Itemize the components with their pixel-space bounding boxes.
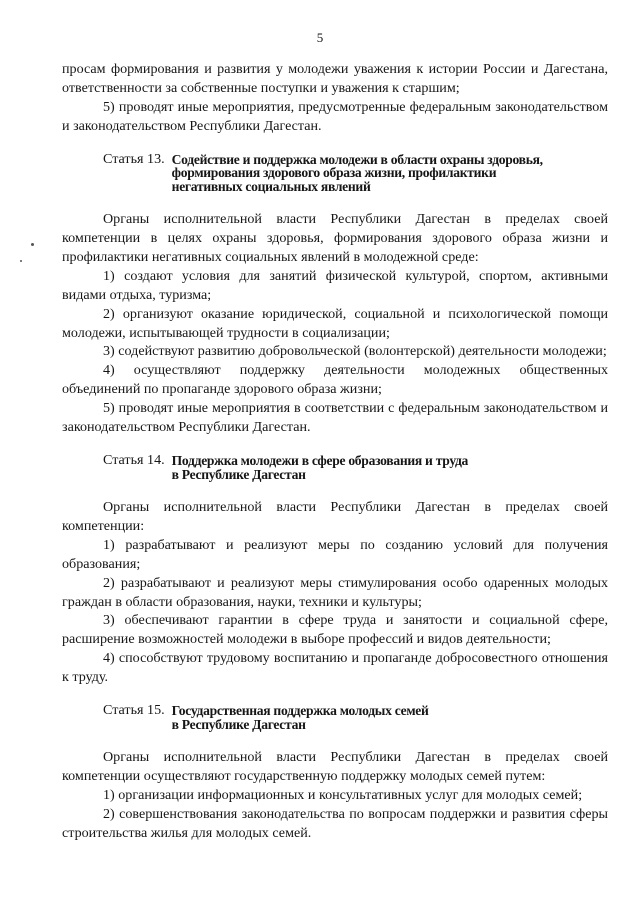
- article-heading: [103, 150, 608, 194]
- list-item: 1) создают условия для занятий физической культурой, спортом, активными видами отдыха, туризма;: [62, 267, 608, 303]
- article-label: Статья 15.: [103, 702, 165, 719]
- article-title: Поддержка молодежи в сфере образования и труда в Республике Дагестан: [171, 453, 469, 482]
- page-number: 5: [316, 30, 324, 45]
- list-item: 2) совершенствования законодательства по вопросам поддержки и развития сферы строительства жилья для молодых семей.: [62, 805, 608, 841]
- article-heading: [103, 454, 608, 481]
- list-item: 2) разрабатывают и реализуют меры стимулирования особо одаренных молодых граждан в области образования, науки, техники и культуры;: [62, 574, 608, 610]
- article-label: Статья 14.: [103, 452, 165, 468]
- document-body: [62, 60, 608, 843]
- article-intro: Органы исполнительной власти Республики Дагестан в пределах своей компетенции в целях охраны здоровья, формирования здорового образа жизни и профилактики негативных социальных явлений в молодежной среде:: [62, 211, 608, 265]
- list-item: 4) осуществляют поддержку деятельности молодежных общественных объединений по пропаганде здорового образа жизни;: [62, 362, 608, 398]
- article-title: Государственная поддержка молодых семей в Республике Дагестан: [171, 703, 429, 732]
- article-title: Содействие и поддержка молодежи в области охраны здоровья, формирования здорового образа жизни, профилактики негативных социальных явлений: [171, 151, 543, 194]
- scan-speck: [20, 260, 22, 262]
- scan-speck: [31, 243, 34, 246]
- article-heading: [103, 704, 608, 731]
- article-15: [62, 704, 608, 843]
- body-paragraph: 5) проводят иные мероприятия, предусмотренные федеральным законодательством и законодательством Республики Дагестан.: [62, 98, 608, 134]
- list-item: 3) содействуют развитию добровольческой (волонтерской) деятельности молодежи;: [103, 343, 607, 360]
- body-paragraph: просам формирования и развития у молодежи уважения к истории России и Дагестана, ответственности за собственные поступки и уважения к старшим;: [62, 61, 608, 96]
- list-item: 1) организации информационных и консультативных услуг для молодых семей;: [103, 786, 583, 803]
- article-intro: Органы исполнительной власти Республики Дагестан в пределах своей компетенции:: [62, 499, 608, 534]
- list-item: 3) обеспечивают гарантии в сфере труда и занятости и социальной сфере, расширение возможностей молодежи в выборе профессий и видов деятельности;: [62, 612, 608, 648]
- list-item: 5) проводят иные мероприятия в соответствии с федеральным законодательством и законодательством Республики Дагестан.: [62, 400, 608, 436]
- list-item: 4) способствуют трудовому воспитанию и пропаганде добросовестного отношения к труду.: [62, 650, 608, 686]
- article-14: [62, 454, 608, 687]
- list-item: 1) разрабатывают и реализуют меры по созданию условий для получения образования;: [62, 536, 608, 572]
- list-item: 2) организуют оказание юридической, социальной и психологической помощи молодежи, испытывающей трудности в социализации;: [62, 305, 608, 341]
- article-intro: Органы исполнительной власти Республики Дагестан в пределах своей компетенции осуществляют государственную поддержку молодых семей путем:: [62, 749, 608, 784]
- article-label: Статья 13.: [103, 150, 165, 167]
- article-13: [62, 150, 608, 437]
